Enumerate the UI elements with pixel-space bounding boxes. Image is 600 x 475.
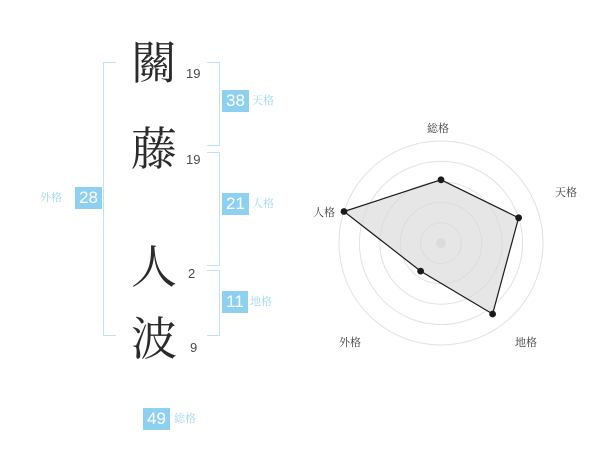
gaikaku-label: 外格 <box>40 192 62 204</box>
name-character-1: 關 <box>131 36 177 90</box>
axis-label-soukaku: 総格 <box>427 122 449 135</box>
name-character-2: 藤 <box>131 122 177 176</box>
chikaku-label: 地格 <box>250 296 272 308</box>
name-character-1-strokes: 19 <box>186 66 201 81</box>
axis-label-chikaku: 地格 <box>515 336 537 349</box>
axis-label-gaikaku: 外格 <box>339 336 361 349</box>
radar-chart-panel <box>300 0 600 470</box>
jinkaku-bracket <box>207 152 220 266</box>
tenkaku-label: 天格 <box>252 95 274 107</box>
chikaku-bracket <box>207 270 220 336</box>
gaikaku-bracket <box>103 62 116 336</box>
gaikaku-badge: 28 <box>75 187 102 209</box>
jinkaku-badge: 21 <box>222 193 249 215</box>
name-character-2-strokes: 19 <box>186 152 201 167</box>
chikaku-badge: 11 <box>222 291 248 313</box>
name-character-4-strokes: 9 <box>190 340 198 355</box>
tenkaku-bracket <box>207 62 220 146</box>
axis-label-tenkaku: 天格 <box>555 186 577 199</box>
jinkaku-label: 人格 <box>252 198 274 210</box>
name-character-3: 人 <box>131 240 177 294</box>
soukaku-badge: 49 <box>143 408 170 430</box>
name-character-4: 波 <box>131 312 177 366</box>
soukaku-label: 総格 <box>174 413 196 425</box>
name-character-3-strokes: 2 <box>188 266 196 281</box>
tenkaku-badge: 38 <box>222 90 249 112</box>
radar-chart <box>300 0 600 470</box>
name-kakusu-panel <box>0 0 300 470</box>
axis-label-jinkaku: 人格 <box>313 206 335 219</box>
